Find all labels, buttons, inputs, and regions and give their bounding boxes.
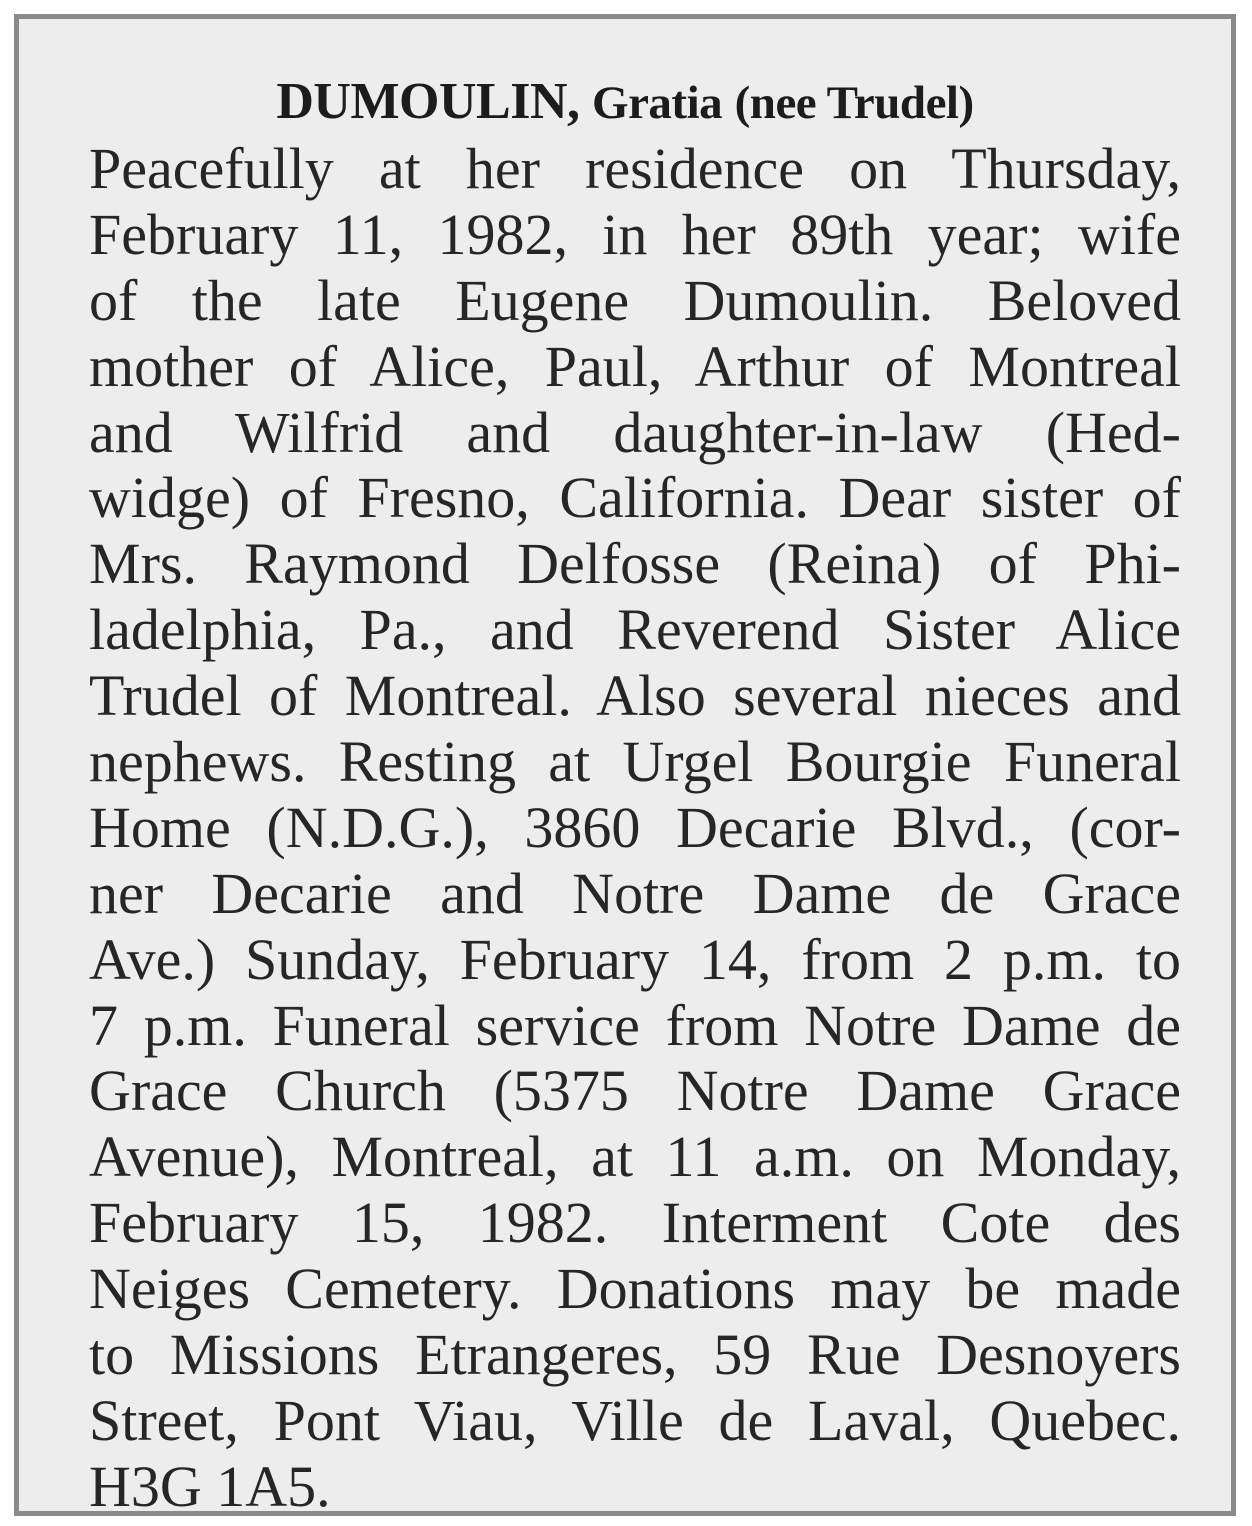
headline-given-name: Gratia (592, 77, 723, 129)
obituary-clipping (19, 19, 1231, 1519)
headline-surname: DUMOULIN, (276, 73, 580, 130)
obituary-line: ladelphia, Pa., and Reverend Sister Alice (89, 597, 1181, 663)
obituary-line: mother of Alice, Paul, Arthur of Montreal (89, 333, 1181, 399)
obituary-line: Mrs. Raymond Delfosse (Reina) of Phi- (89, 531, 1181, 597)
obituary-headline (19, 71, 1231, 134)
obituary-line: 7 p.m. Funeral service from Notre Dame de (89, 992, 1181, 1058)
obituary-line: Ave.) Sunday, February 14, from 2 p.m. to (89, 926, 1181, 992)
obituary-line: to Missions Etrangeres, 59 Rue Desnoyers (89, 1322, 1181, 1388)
headline-maiden-name: (nee Trudel) (734, 77, 974, 129)
obituary-line: February 15, 1982. Interment Cote des (89, 1190, 1181, 1256)
obituary-line: Avenue), Montreal, at 11 a.m. on Monday, (89, 1124, 1181, 1190)
obituary-line: H3G 1A5. (89, 1453, 331, 1519)
obituary-line: Home (N.D.G.), 3860 Decarie Blvd., (cor- (89, 794, 1181, 860)
obituary-line: nephews. Resting at Urgel Bourgie Funeral (89, 729, 1181, 795)
obituary-line: and Wilfrid and daughter-in-law (Hed- (89, 399, 1181, 465)
obituary-line: Peacefully at her residence on Thursday, (89, 136, 1181, 201)
obituary-body (89, 136, 1181, 1520)
obituary-line: Neiges Cemetery. Donations may be made (89, 1256, 1181, 1322)
obituary-line: February 11, 1982, in her 89th year; wife (89, 201, 1181, 267)
obituary-line: of the late Eugene Dumoulin. Beloved (89, 267, 1181, 333)
obituary-line: ner Decarie and Notre Dame de Grace (89, 860, 1181, 926)
obituary-line: widge) of Fresno, California. Dear sister of (89, 465, 1181, 531)
obituary-line: Grace Church (5375 Notre Dame Grace (89, 1058, 1181, 1124)
clipping-frame (14, 14, 1236, 1519)
obituary-line: Street, Pont Viau, Ville de Laval, Quebec. (89, 1387, 1181, 1453)
obituary-line: Trudel of Montreal. Also several nieces and (89, 663, 1181, 729)
